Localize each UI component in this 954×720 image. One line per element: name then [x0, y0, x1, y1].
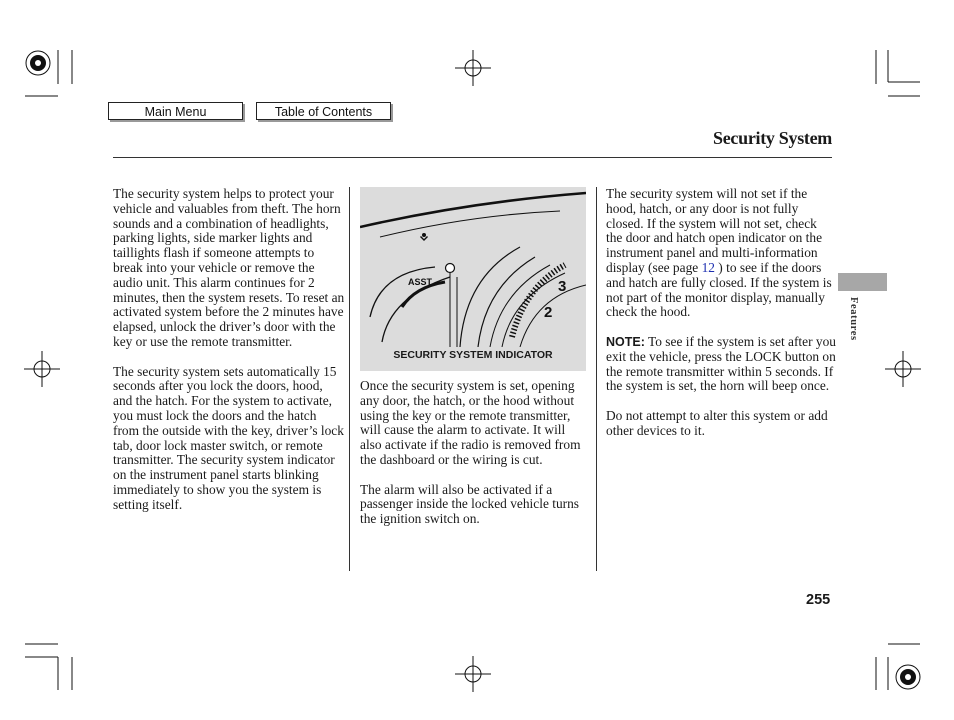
- left-column: [113, 187, 345, 527]
- paragraph: [606, 187, 836, 320]
- instrument-panel-illustration: [360, 187, 586, 347]
- gauge-number: 2: [544, 304, 553, 321]
- right-column: [606, 187, 836, 453]
- figure-caption: SECURITY SYSTEM INDICATOR: [393, 349, 553, 361]
- section-tab: [838, 273, 887, 291]
- column-divider: [596, 187, 597, 571]
- security-indicator-icon: [420, 233, 428, 241]
- note-text: To see if the system is set after you exit the vehicle, press the LOCK button on the remote transmitter within 5 seconds. If the system is set, the horn will beep once.: [606, 333, 836, 394]
- table-of-contents-button[interactable]: Table of Contents: [256, 102, 391, 120]
- paragraph: Do not attempt to alter this system or add other devices to it.: [606, 407, 828, 438]
- paragraph-text: The security system will not set if the hood, hatch, or any door is not fully closed. If the system will not set, check the door and hatch open indicator on the instrument panel and multi-information display (see page: [606, 186, 823, 275]
- registration-target-icon: [896, 665, 920, 689]
- page-link[interactable]: 12: [701, 259, 715, 275]
- page-number: 255: [806, 592, 831, 608]
- gauge-asst-label: ASST: [408, 277, 433, 287]
- middle-column: [360, 379, 586, 542]
- main-menu-button[interactable]: Main Menu: [108, 102, 243, 120]
- paragraph-text: ) to see if the doors and hatch are fully closed. If the system is not part of the monitor display, manually check the hood.: [606, 259, 832, 320]
- paragraph: The security system sets automatically 15 seconds after you lock the doors, hood, and the hatch. For the system to activate, you must lock the doors and the hatch from the outside with the key, driver’s lock tab, door lock master switch, or remote transmitter. The security system indicator on the instrument panel starts blinking immediately to show you the system is setting itself.: [113, 363, 344, 512]
- section-label: Features: [848, 297, 859, 341]
- header-rule: [113, 157, 832, 158]
- gauge-number: 3: [558, 278, 567, 295]
- paragraph: The alarm will also be activated if a passenger inside the locked vehicle turns the ignition switch on.: [360, 481, 580, 527]
- registration-target-icon: [26, 51, 50, 75]
- paragraph: The security system helps to protect your vehicle and valuables from theft. The horn sounds and a combination of headlights, parking lights, side marker lights and taillights flash if someone attempts to break into your vehicle or remove the audio unit. This alarm continues for 2 minutes, then the system resets. To reset an activated system before the 2 minutes have elapsed, unlock the driver’s door with the key or use the remote transmitter.: [113, 186, 345, 349]
- column-divider: [349, 187, 350, 571]
- page-title: Security System: [713, 128, 832, 148]
- note-paragraph: [606, 335, 836, 394]
- paragraph: Once the security system is set, opening any door, the hatch, or the hood without using the key or the remote transmitter, will cause the alarm to activate. It will also activate if the radio is removed from the dashboard or the wiring is cut.: [360, 378, 581, 467]
- security-indicator-figure: [360, 187, 586, 371]
- note-label: NOTE:: [606, 334, 645, 349]
